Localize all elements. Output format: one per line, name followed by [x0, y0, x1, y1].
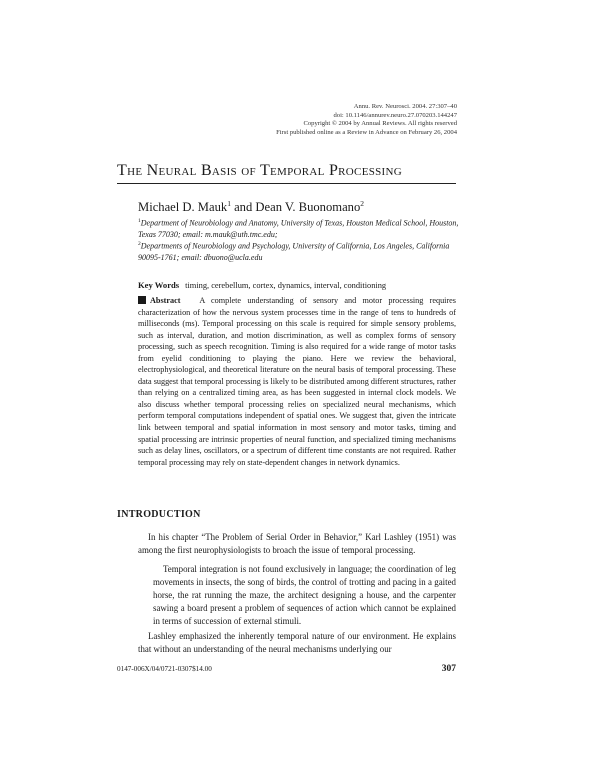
footer-issn-code: 0147-006X/04/0721-0307$14.00: [117, 665, 212, 673]
affiliation-text: Departments of Neurobiology and Psychology, University of California, Los Angeles, California 90095-1761; email: dbuono@ucla.edu: [138, 241, 450, 263]
author-name: Michael D. Mauk: [138, 200, 228, 215]
journal-line-doi: doi: 10.1146/annurev.neuro.27.070203.144247: [333, 111, 457, 119]
author-affiliation-marker: 1: [227, 199, 231, 208]
affiliation-1: [138, 216, 464, 241]
keywords-text: timing, cerebellum, cortex, dynamics, interval, conditioning: [185, 281, 387, 290]
affiliation-text: Department of Neurobiology and Anatomy, University of Texas, Houston Medical School, Houston, Texas 77030; email: m.mauk@uth.tmc.edu;: [138, 218, 459, 240]
abstract-label: Abstract: [150, 296, 181, 305]
author-list: [138, 199, 364, 215]
author-affiliation-marker: 2: [360, 199, 364, 208]
affiliation-marker: 2: [138, 241, 141, 247]
keywords-line: [138, 280, 386, 290]
affiliation-2: [138, 239, 464, 264]
page-number: 307: [441, 664, 456, 674]
author-conjunction: and: [230, 200, 256, 215]
title-divider: [117, 183, 456, 184]
paper-title: The Neural Basis of Temporal Processing: [117, 162, 402, 179]
journal-line-citation: Annu. Rev. Neurosci. 2004. 27:307–40: [353, 103, 457, 110]
journal-line-published: First published online as a Review in Advance on February 26, 2004: [276, 128, 457, 136]
author-name: Dean V. Buonomano: [255, 200, 361, 215]
body-paragraph: Lashley emphasized the inherently temporal nature of our environment. He explains that without an understanding of the neural mechanisms underlying our: [138, 631, 456, 654]
keywords-label: Key Words: [138, 280, 180, 290]
block-quote: Temporal integration is not found exclusively in language; the coordination of leg movements in insects, the song of birds, the control of trotting and pacing in a gaited horse, the rat running the maze, the architect designing a house, and the carpenter sawing a board present a problem of sequences of action which cannot be explained in terms of succession of external stimuli.: [153, 564, 456, 626]
square-bullet-icon: [138, 296, 146, 304]
abstract-text: A complete understanding of sensory and motor processing requires characterization of how the nervous system processes time in the range of tens to hundreds of milliseconds (ms). Temporal processing on this scale is required for simple sensory problems, such as interval, duration, and motion discrimination, as well as complex forms of sensory processing, such as speech recognition. Timing is also required for a wide range of motor tasks from eyelid conditioning to playing the piano. Here we review the behavioral, electrophysiological, and theoretical literature on the neural basis of temporal processing. These data suggest that temporal processing is likely to be distributed among different structures, rather than relying on a centralized timing area, as has been suggested in internal clock models. We also discuss whether temporal processing relies on specialized neural mechanisms, which perform temporal computations independent of spatial ones. We suggest that, given the intricate link between temporal and spatial information in most sensory and motor tasks, timing and spatial processing are intrinsic properties of neural function, and specialized timing mechanisms such as delay lines, oscillators, or a spectrum of different time constants are not required. Rather temporal processing may rely on state-dependent changes in network dynamics.: [138, 296, 456, 467]
abstract-paragraph: [138, 295, 456, 468]
section-heading: INTRODUCTION: [117, 509, 201, 520]
affiliation-marker: 1: [138, 218, 141, 224]
journal-line-copyright: Copyright © 2004 by Annual Reviews. All rights reserved: [303, 120, 457, 128]
body-paragraph: In his chapter “The Problem of Serial Order in Behavior,” Karl Lashley (1951) was among the first neurophysiologists to broach the issue of temporal processing.: [138, 532, 456, 555]
journal-citation: [276, 103, 457, 137]
